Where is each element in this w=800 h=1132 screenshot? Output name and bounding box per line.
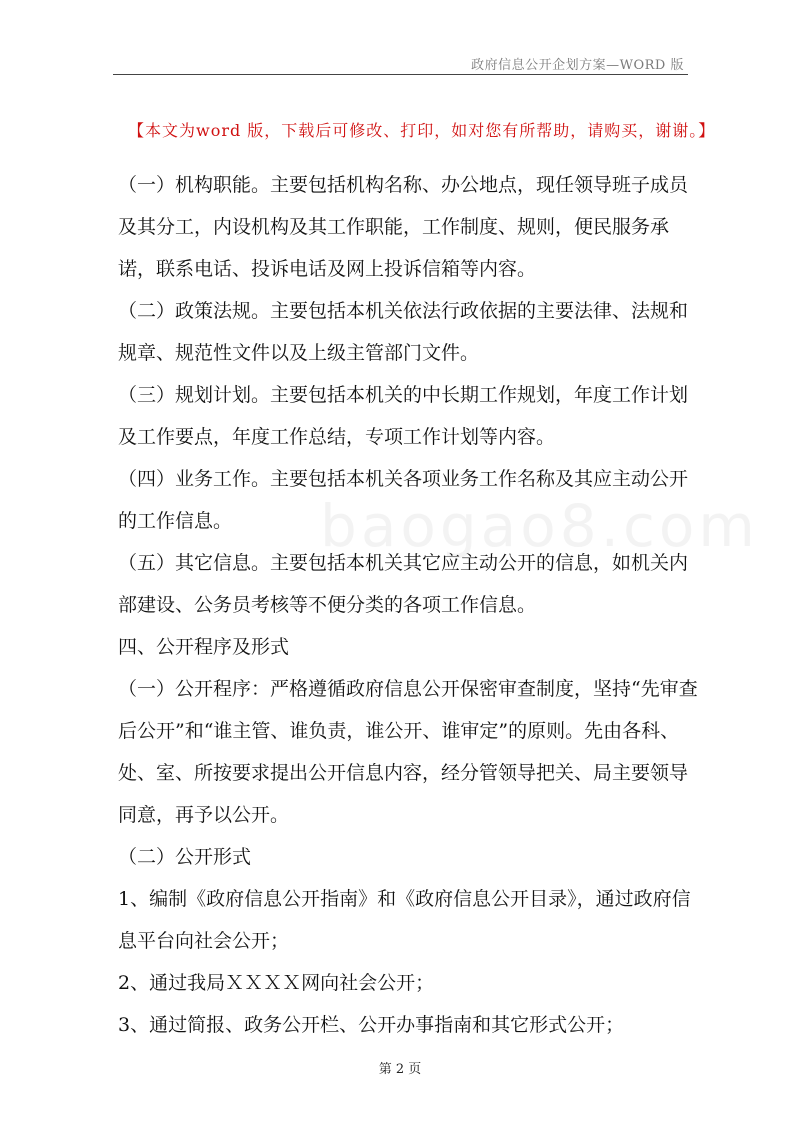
paragraph-other-info: （五）其它信息。主要包括本机关其它应主动公开的信息，如机关内部建设、公务员考核等不便分类的各项工作信息。 — [118, 552, 689, 616]
paragraph-organization-functions: （一）机构职能。主要包括机构名称、办公地点，现任领导班子成员及其分工，内设机构及其工作职能，工作制度、规则，便民服务承诺，联系电话、投诉电话及网上投诉信箱等内容。 — [118, 174, 689, 280]
watermark: baogao8.com — [320, 492, 759, 560]
list-item-2: 2、通过我局ＸＸＸＸ网向社会公开； — [118, 972, 435, 994]
section-heading-procedure: 四、公开程序及形式 — [118, 636, 290, 658]
paragraph-policies-regulations: （二）政策法规。主要包括本机关依法行政依据的主要法律、法规和规章、规范性文件以及上级主管部门文件。 — [118, 300, 689, 364]
paragraph-plans: （三）规划计划。主要包括本机关的中长期工作规划，年度工作计划及工作要点，年度工作总结，专项工作计划等内容。 — [118, 384, 689, 448]
document-header-title: 政府信息公开企划方案—WORD 版 — [471, 58, 684, 73]
list-item-3: 3、通过简报、政务公开栏、公开办事指南和其它形式公开； — [118, 1014, 625, 1036]
header-divider — [113, 74, 688, 75]
paragraph-business-work: （四）业务工作。主要包括本机关各项业务工作名称及其应主动公开的工作信息。 — [118, 468, 689, 532]
document-body — [118, 164, 698, 1046]
paragraph-disclosure-procedure: （一）公开程序：严格遵循政府信息公开保密审查制度，坚持“先审查后公开”和“谁主管、谁负责，谁公开、谁审定”的原则。先由各科、处、室、所按要求提出公开信息内容，经分管领导把关、局主要领导同意，再予以公开。 — [118, 678, 698, 826]
list-item-1: 1、编制《政府信息公开指南》和《政府信息公开目录》，通过政府信息平台向社会公开； — [118, 888, 691, 952]
subheading-disclosure-form: （二）公开形式 — [118, 846, 252, 868]
download-notice: 【本文为word 版，下载后可修改、打印，如对您有所帮助，请购买，谢谢。】 — [128, 121, 716, 140]
page-number: 第 2 页 — [378, 1062, 422, 1077]
